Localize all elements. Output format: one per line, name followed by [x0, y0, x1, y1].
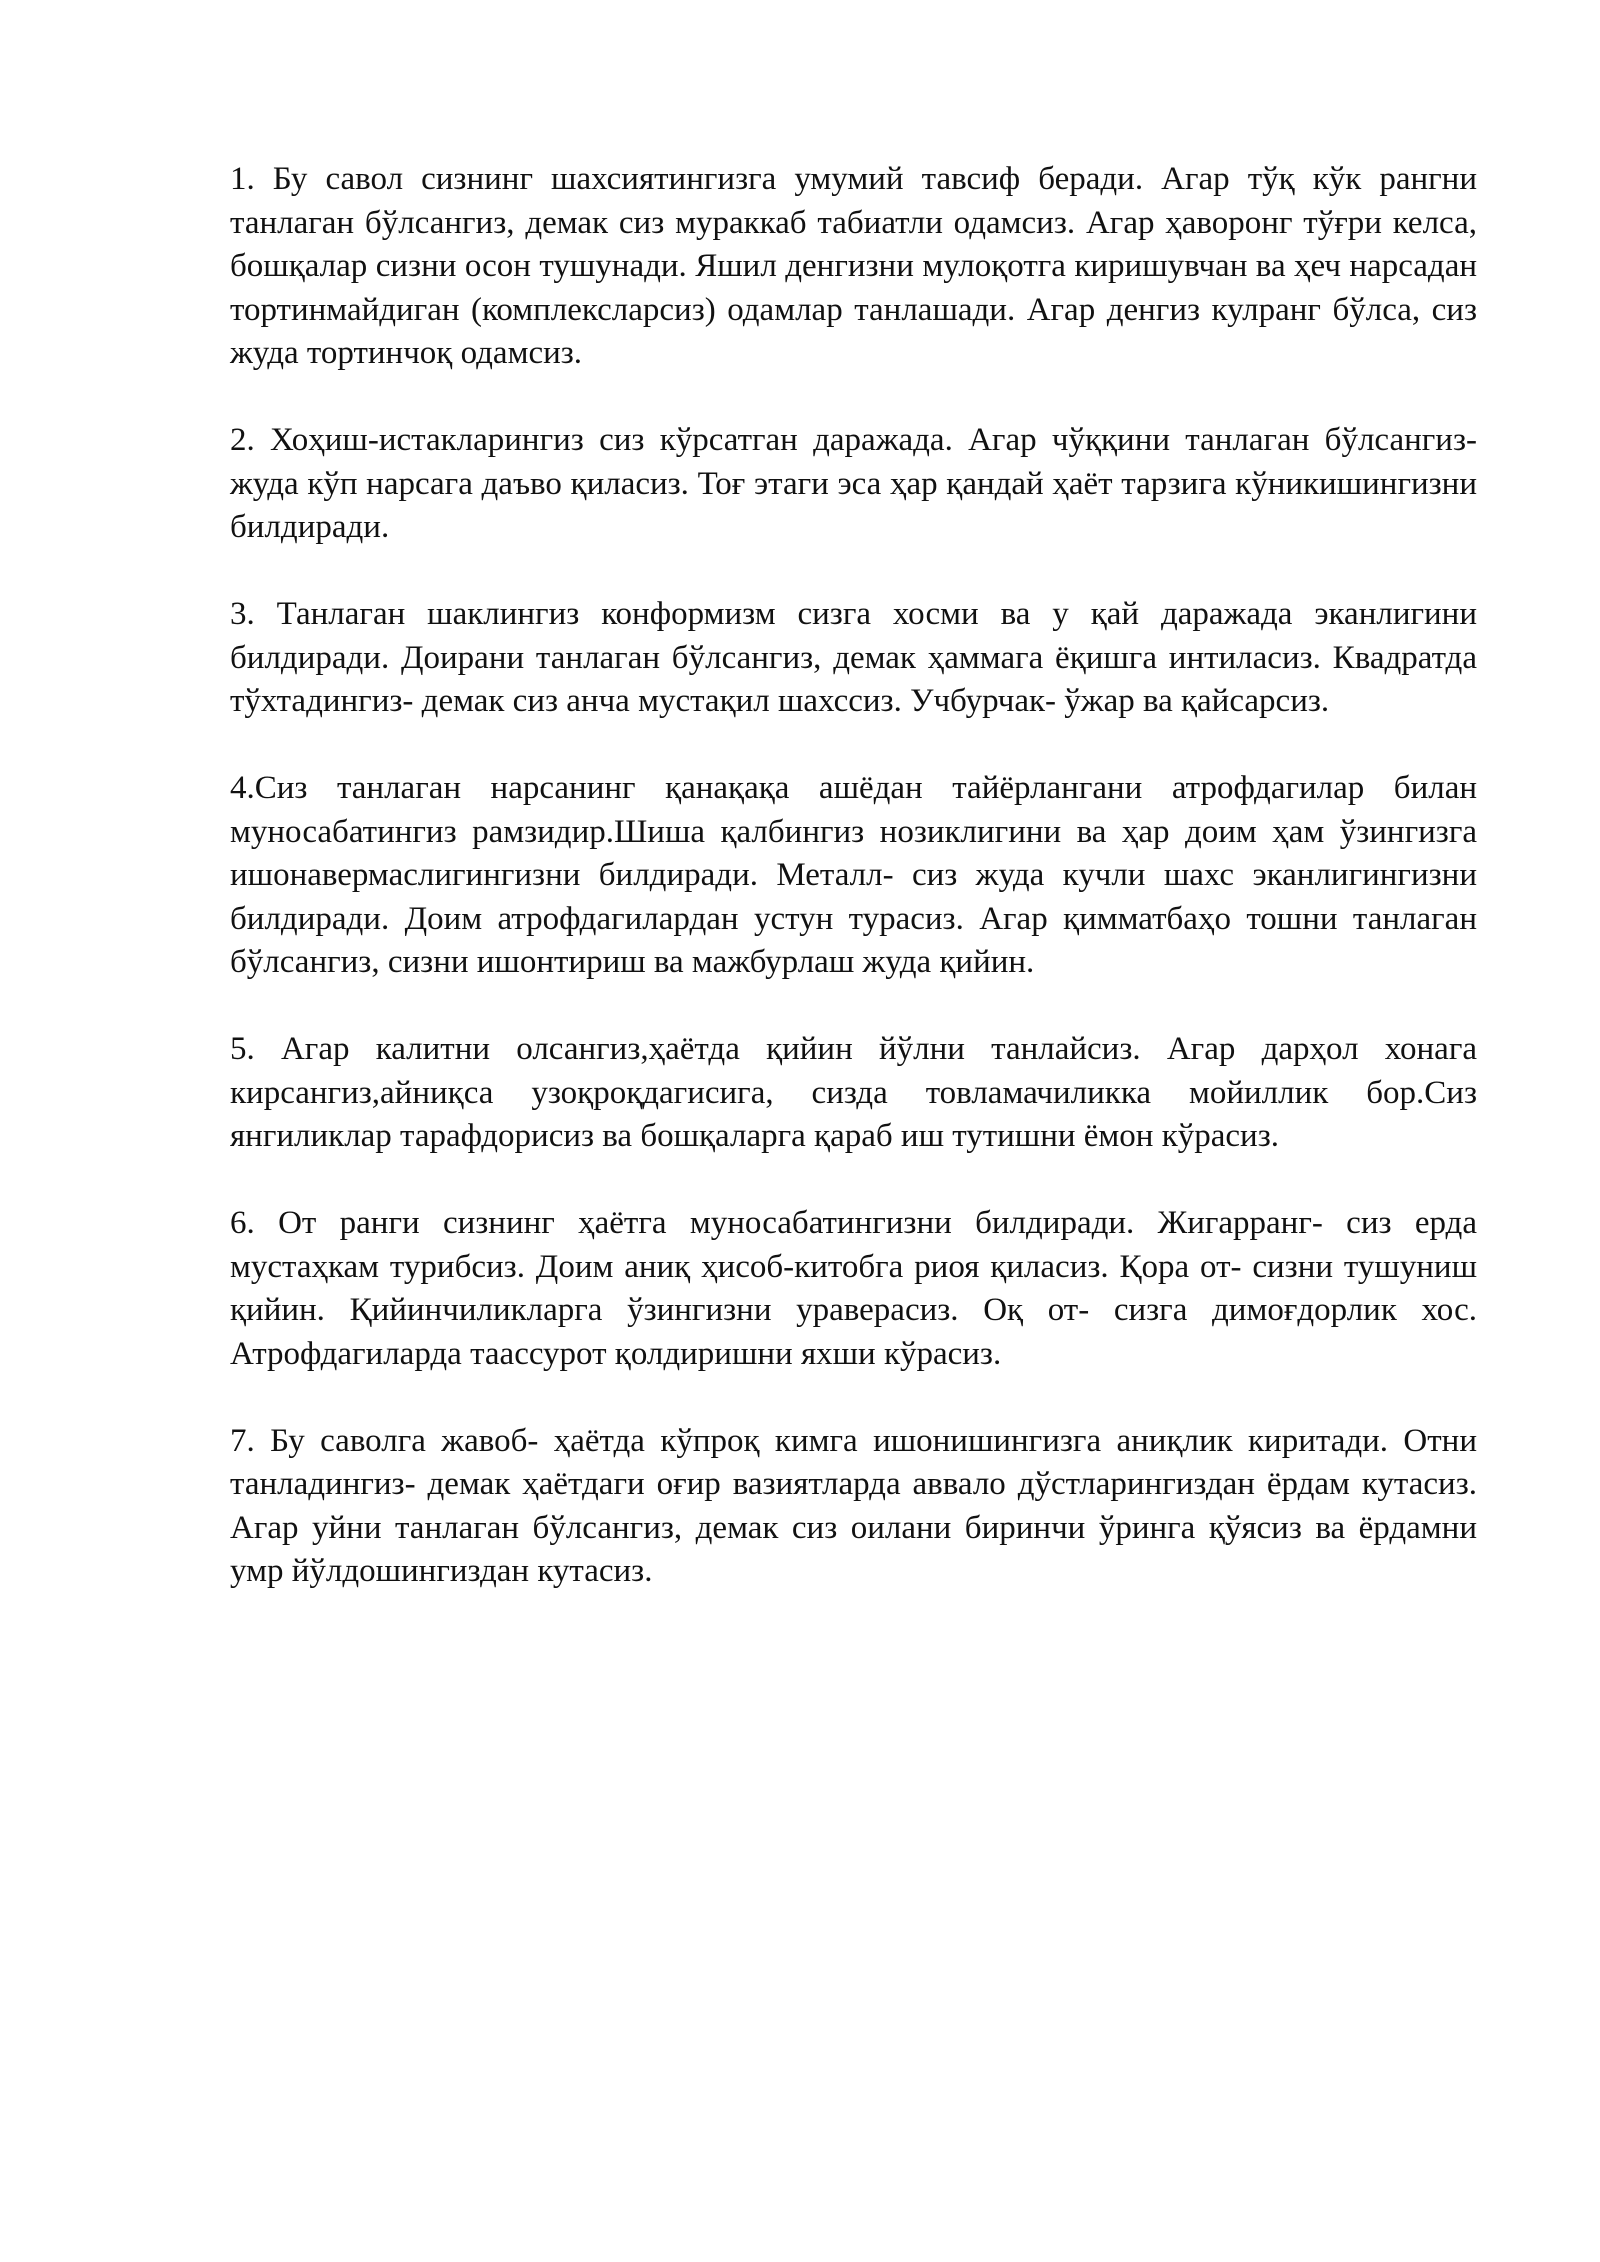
paragraph-2: 2. Хоҳиш-истакларингиз сиз кўрсатган даражада. Агар чўққини танлаган бўлсангиз- жуда кўп нарсага даъво қиласиз. Тоғ этаги эса ҳар қандай ҳаёт тарзига кўникишингизни билдиради. [230, 422, 1477, 545]
paragraph-6: 6. От ранги сизнинг ҳаётга муносабатингизни билдиради. Жигарранг- сиз ерда мустаҳкам турибсиз. Доим аниқ ҳисоб-китобга риоя қиласиз. Қора от- сизни тушуниш қийин. Қийинчиликларга ўзингизни ураверасиз. Оқ от- сизга димоғдорлик хос. Атрофдагиларда таассурот қолдиришни яхши кўрасиз. [230, 1205, 1477, 1372]
paragraph-7: 7. Бу саволга жавоб- ҳаётда кўпроқ кимга ишонишингизга аниқлик киритади. Отни танладингиз- демак ҳаётдаги оғир вазиятларда аввало дўстларингиздан ёрдам кутасиз. Агар уйни танлаган бўлсангиз, демак сиз оилани биринчи ўринга қўясиз ва ёрдамни умр йўлдошингиздан кутасиз. [230, 1422, 1477, 1589]
paragraph-3: 3. Танлаган шаклингиз конформизм сизга хосми ва у қай даражада эканлигини билдиради. Доирани танлаган бўлсангиз, демак ҳаммага ёқишга интиласиз. Квадратда тўхтадингиз- демак сиз анча мустақил шахссиз. Учбурчак- ўжар ва қайсарсиз. [230, 596, 1477, 719]
paragraph-1: 1. Бу савол сизнинг шахсиятингизга умумий тавсиф беради. Агар тўқ кўк рангни танлаган бўлсангиз, демак сиз мураккаб табиатли одамсиз. Агар ҳаворонг тўғри келса, бошқалар сизни осон тушунади. Яшил денгизни мулоқотга киришувчан ва ҳеч нарсадан тортинмайдиган (комплексларсиз) одамлар танлашади. Агар денгиз кулранг бўлса, сиз жуда тортинчоқ одамсиз. [230, 161, 1477, 371]
paragraph-5: 5. Агар калитни олсангиз,ҳаётда қийин йўлни танлайсиз. Агар дарҳол хонага кирсангиз,айниқса узоқроқдагисига, сизда товламачиликка мойиллик бор.Сиз янгиликлар тарафдорисиз ва бошқаларга қараб иш тутишни ёмон кўрасиз. [230, 1031, 1477, 1154]
document-body [230, 158, 1477, 1594]
paragraph-4: 4.Сиз танлаган нарсанинг қанақақа ашёдан тайёрлангани атрофдагилар билан муносабатингиз рамзидир.Шиша қалбингиз нозиклигини ва ҳар доим ҳам ўзингизга ишонавермаслигингизни билдиради. Металл- сиз жуда кучли шахс эканлигингизни билдиради. Доим атрофдагилардан устун турасиз. Агар қимматбаҳо тошни танлаган бўлсангиз, сизни ишонтириш ва мажбурлаш жуда қийин. [230, 770, 1477, 980]
